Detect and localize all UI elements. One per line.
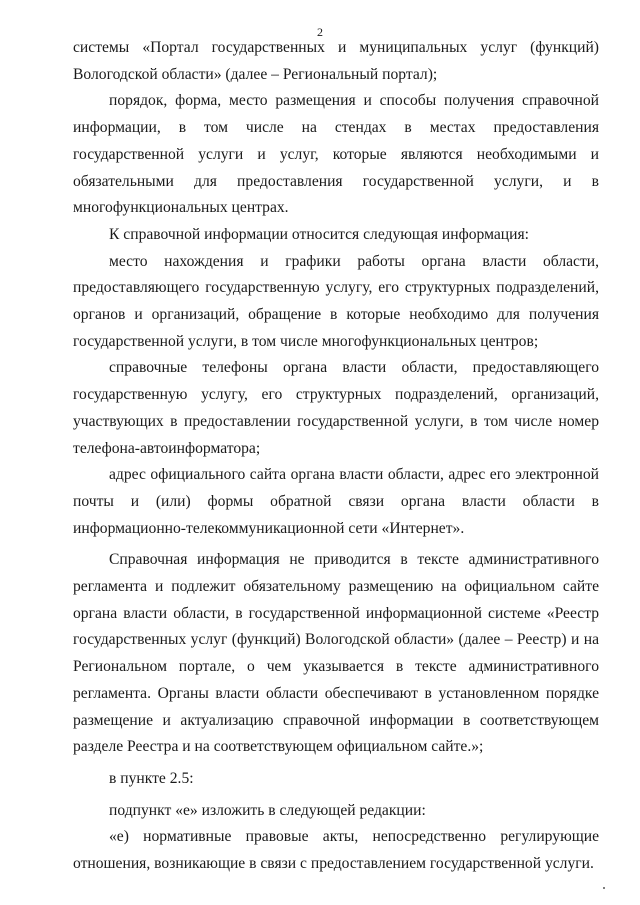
paragraph-portal-continuation: системы «Портал государственных и муниципальных услуг (функций) Вологодской области» (далее – Региональный портал); — [73, 39, 599, 83]
page-number: 2 — [317, 25, 323, 39]
paragraph-reference-procedure: порядок, форма, место размещения и способы получения справочной информации, в том числе на стендах в местах предоставления государственной услуги и услуг, которые являются необходимыми и обязательными для предоставления государственной услуги, и в многофункциональных центрах. — [73, 92, 599, 217]
paragraph-reference-placement: Справочная информация не приводится в тексте административного регламента и подлежит обязательному размещению на официальном сайте органа власти области, в государственной информационной системе «Реестр государственных услуг (функций) Вологодской области» (далее – Реестр) и на Региональном портале, о чем указывается в тексте административного регламента. Органы власти области обеспечивают в установленном порядке размещение и актуализацию справочной информации в соответствующем разделе Реестра и на соответствующем официальном сайте.»; — [73, 551, 599, 756]
paragraph-reference-intro: К справочной информации относится следующая информация: — [109, 225, 529, 243]
scan-speck — [603, 887, 605, 889]
paragraph-legal-acts: «е) нормативные правовые акты, непосредственно регулирующие отношения, возникающие в связи с предоставлением государственной услуги. — [73, 828, 599, 873]
paragraph-subclause-e: подпункт «е» изложить в следующей редакции: — [109, 801, 426, 819]
paragraph-clause-2-5: в пункте 2.5: — [109, 769, 194, 787]
document-body — [73, 35, 599, 878]
paragraph-phones: справочные телефоны органа власти области, предоставляющего государственную услугу, его структурных подразделений, организаций, участвующих в предоставлении государственной услуги, в том числе номер телефона-автоинформатора; — [73, 359, 599, 457]
paragraph-website-email: адрес официального сайта органа власти области, адрес его электронной почты и (или) формы обратной связи органа власти области в информационно-телекоммуникационной сети «Интернет». — [73, 466, 599, 537]
paragraph-location-schedule: место нахождения и графики работы органа власти области, предоставляющего государственную услугу, его структурных подразделений, органов и организаций, обращение в которые необходимо для получения государственной услуги, в том числе многофункциональных центров; — [73, 252, 599, 350]
